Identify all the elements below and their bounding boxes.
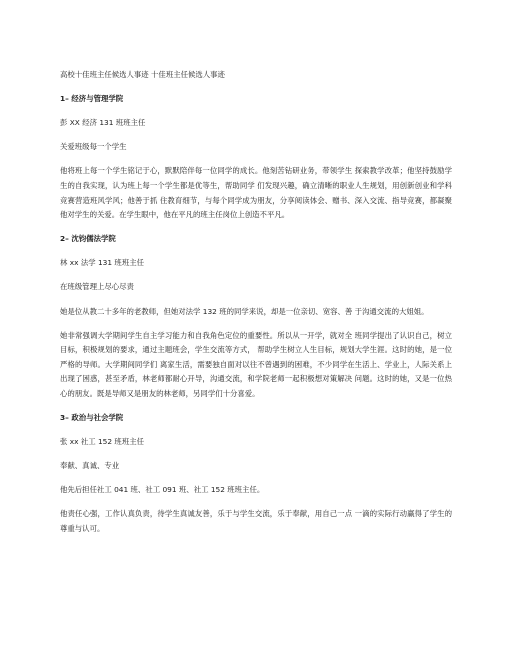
section-motto-2: 在班级管理上尽心尽责 bbox=[60, 282, 134, 292]
teacher-name-line-2: 林 xx 法学 131 班班主任 bbox=[60, 258, 144, 268]
section-motto-1: 关爱班级每一个学生 bbox=[60, 142, 127, 152]
teacher-name-line-1: 彭 XX 经济 131 班班主任 bbox=[60, 118, 146, 128]
document-title: 高校十佳班主任候选人事迹 十佳班主任候选人事迹 bbox=[60, 70, 225, 79]
document-page bbox=[60, 68, 452, 537]
section-heading-1: 1– 经济与管理学院 bbox=[60, 94, 124, 104]
teacher-name-line-3: 张 xx 社工 152 班班主任 bbox=[60, 437, 144, 447]
section-motto-3: 奉献、真诚、专业 bbox=[60, 461, 120, 471]
section-paragraph-2-2: 她非常强调大学期间学生自主学习能力和自我角色定位的重要性。所以从一开学，就对全 班同学提出了认识自己，树立目标，积极规划的要求，通过主题班会，学生交流等方式， 帮助学生树立人生目标，规划大学生涯。这时的她，是一位严格的导师。大学期间同学们 离家生活，需要独自面对以往不曾遇到的困难，不少同学在生活上、学业上，人际关系上 出现了困惑，甚至矛盾，林老师都耐心开导，沟通交流，和学院老师一起积极想对策解决 问题。这时的她，又是一位热心的朋友。既是导师又是朋友的林老师，另同学们十分喜爱。 bbox=[60, 330, 452, 398]
section-heading-2: 2– 沈钧儒法学院 bbox=[60, 234, 116, 244]
section-paragraph-1-1: 他将班上每一个学生铭记于心，默默陪伴每一位同学的成长。他刻苦钻研业务，带领学生 探索教学改革；他坚持鼓励学生的自我实现，认为班上每一个学生都是优等生，帮助同学 们发现兴趣，确立清晰的职业人生规划，用创新创业和学科竞赛营造班风学风；他善于抓 住教育细节，与每个同学成为朋友，分享阅读体会、赠书、深入交流、指导竞赛，都凝聚 他对学生的关爱。在学生眼中，他在平凡的班主任岗位上创造不平凡。 bbox=[60, 166, 452, 220]
section-paragraph-3-2: 他责任心强，工作认真负责，待学生真诚友善，乐于与学生交流，乐于奉献，用自己一点 一滴的实际行动赢得了学生的尊重与认可。 bbox=[60, 509, 452, 534]
section-heading-3: 3– 政治与社会学院 bbox=[60, 413, 124, 423]
section-paragraph-3-1: 他先后担任社工 041 班、社工 091 班、社工 152 班班主任。 bbox=[60, 485, 265, 495]
section-paragraph-2-1: 她是位从教二十多年的老教师，但她对法学 132 班的同学来说，却是一位亲切、宽容、善 于沟通交流的大姐姐。 bbox=[60, 306, 429, 316]
